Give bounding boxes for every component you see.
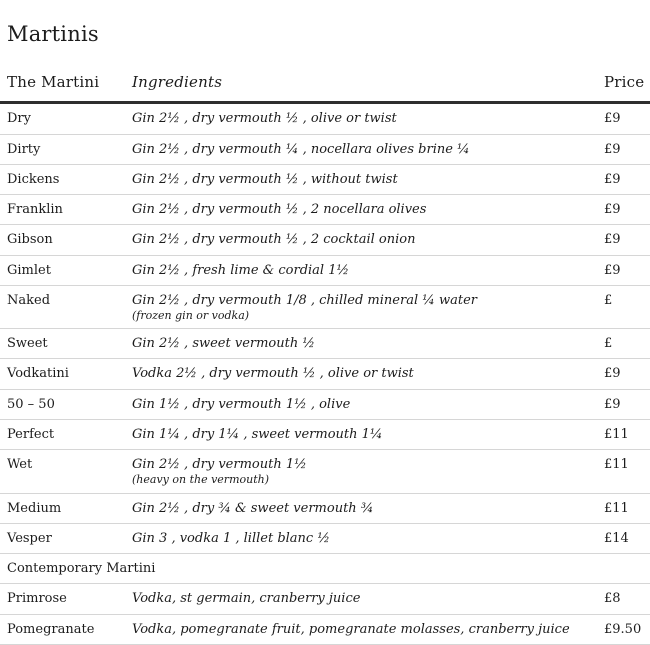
martini-name: Sweet bbox=[0, 329, 132, 359]
price-value bbox=[604, 554, 650, 584]
table-row-50-50 bbox=[0, 389, 650, 419]
header-row bbox=[0, 71, 650, 103]
ingredients-cell bbox=[132, 359, 604, 389]
table-row-franklin bbox=[0, 195, 650, 225]
ingredients-cell bbox=[132, 493, 604, 523]
price-value: £9 bbox=[604, 195, 650, 225]
table-row-dry bbox=[0, 103, 650, 134]
table-row-gibson bbox=[0, 225, 650, 255]
price-value: £11 bbox=[604, 419, 650, 449]
ingredients-text: Gin 2½ , dry vermouth ¼ , nocellara olives brine ¼ bbox=[132, 141, 470, 157]
table-body bbox=[0, 103, 650, 645]
martini-name: Gibson bbox=[0, 225, 132, 255]
price-value: £ bbox=[604, 285, 650, 328]
ingredients-cell bbox=[132, 195, 604, 225]
ingredients-cell bbox=[132, 285, 604, 328]
ingredients-cell bbox=[132, 134, 604, 164]
martini-name: Perfect bbox=[0, 419, 132, 449]
ingredients-cell bbox=[132, 450, 604, 493]
martini-name: Wet bbox=[0, 450, 132, 493]
ingredients-text: Gin 3 , vodka 1 , lillet blanc ½ bbox=[132, 530, 330, 546]
price-value: £8 bbox=[604, 584, 650, 614]
column-header-price: Price bbox=[604, 71, 650, 103]
ingredients-cell bbox=[132, 614, 604, 644]
ingredients-text: Gin 1½ , dry vermouth 1½ , olive bbox=[132, 396, 351, 412]
ingredients-cell bbox=[132, 329, 604, 359]
table-row-sweet bbox=[0, 329, 650, 359]
ingredients-text: Vodka, st germain, cranberry juice bbox=[132, 591, 361, 607]
martini-name: Primrose bbox=[0, 584, 132, 614]
ingredients-cell bbox=[132, 419, 604, 449]
ingredients-cell bbox=[132, 103, 604, 134]
ingredients-cell bbox=[132, 584, 604, 614]
ingredients-text: Gin 2½ , dry ¾ & sweet vermouth ¾ bbox=[132, 500, 374, 516]
ingredients-text: Gin 2½ , dry vermouth 1½ bbox=[132, 457, 307, 473]
ingredients-text: Gin 2½ , dry vermouth ½ , without twist bbox=[132, 171, 398, 187]
table-row-vesper bbox=[0, 523, 650, 553]
section-label: Contemporary Martini bbox=[0, 554, 132, 584]
table-row-primrose bbox=[0, 584, 650, 614]
ingredients-cell bbox=[132, 255, 604, 285]
martini-name: Pomegranate bbox=[0, 614, 132, 644]
table-row-perfect bbox=[0, 419, 650, 449]
martini-name: 50 – 50 bbox=[0, 389, 132, 419]
price-value: £14 bbox=[604, 523, 650, 553]
table-row-vodkatini bbox=[0, 359, 650, 389]
martini-name: Dry bbox=[0, 103, 132, 134]
ingredients-text: Gin 2½ , dry vermouth ½ , 2 cocktail onion bbox=[132, 232, 416, 248]
price-value: £11 bbox=[604, 450, 650, 493]
price-value: £9 bbox=[604, 255, 650, 285]
ingredients-text: Vodka 2½ , dry vermouth ½ , olive or twist bbox=[132, 366, 414, 382]
ingredients-note: (heavy on the vermouth) bbox=[132, 473, 270, 487]
ingredients-text: Gin 2½ , fresh lime & cordial 1½ bbox=[132, 262, 350, 278]
price-value: £ bbox=[604, 329, 650, 359]
ingredients-text: Gin 2½ , dry vermouth ½ , 2 nocellara olives bbox=[132, 202, 427, 217]
table-row-naked bbox=[0, 285, 650, 328]
section-row-contemporary-martini bbox=[0, 554, 650, 584]
ingredients-text: Vodka, pomegranate fruit, pomegranate molasses, cranberry juice bbox=[132, 621, 570, 637]
ingredients-text: Gin 1¼ , dry 1¼ , sweet vermouth 1¼ bbox=[132, 426, 383, 442]
price-value: £9 bbox=[604, 134, 650, 164]
ingredients-cell bbox=[132, 389, 604, 419]
martini-name: Dirty bbox=[0, 134, 132, 164]
table-row-pomegranate bbox=[0, 614, 650, 644]
table-row-gimlet bbox=[0, 255, 650, 285]
price-value: £9.50 bbox=[604, 614, 650, 644]
table-row-dirty bbox=[0, 134, 650, 164]
column-header-martini: The Martini bbox=[0, 71, 132, 103]
table-header bbox=[0, 71, 650, 103]
table-row-wet bbox=[0, 450, 650, 493]
price-value: £9 bbox=[604, 164, 650, 194]
ingredients-note: (frozen gin or vodka) bbox=[132, 309, 250, 322]
price-value: £9 bbox=[604, 389, 650, 419]
price-value: £11 bbox=[604, 493, 650, 523]
table-row-medium bbox=[0, 493, 650, 523]
price-value: £9 bbox=[604, 103, 650, 134]
column-header-ingredients: Ingredients bbox=[132, 71, 604, 103]
price-value: £9 bbox=[604, 225, 650, 255]
ingredients-text: Gin 2½ , dry vermouth 1/8 , chilled mineral ¼ water bbox=[132, 292, 477, 308]
ingredients-cell bbox=[132, 523, 604, 553]
ingredients-cell bbox=[132, 554, 604, 584]
table-row-dickens bbox=[0, 164, 650, 194]
ingredients-text: Gin 2½ , dry vermouth ½ , olive or twist bbox=[132, 111, 397, 127]
ingredients-cell bbox=[132, 164, 604, 194]
martini-menu-table bbox=[0, 71, 650, 645]
martini-name: Gimlet bbox=[0, 255, 132, 285]
martini-name: Medium bbox=[0, 493, 132, 523]
menu-title: Martinis bbox=[7, 22, 99, 46]
martini-name: Vesper bbox=[0, 523, 132, 553]
martini-name: Franklin bbox=[0, 195, 132, 225]
ingredients-cell bbox=[132, 225, 604, 255]
martini-name: Dickens bbox=[0, 164, 132, 194]
martini-name: Naked bbox=[0, 285, 132, 328]
price-value: £9 bbox=[604, 359, 650, 389]
martini-name: Vodkatini bbox=[0, 359, 132, 389]
ingredients-text: Gin 2½ , sweet vermouth ½ bbox=[132, 336, 315, 352]
